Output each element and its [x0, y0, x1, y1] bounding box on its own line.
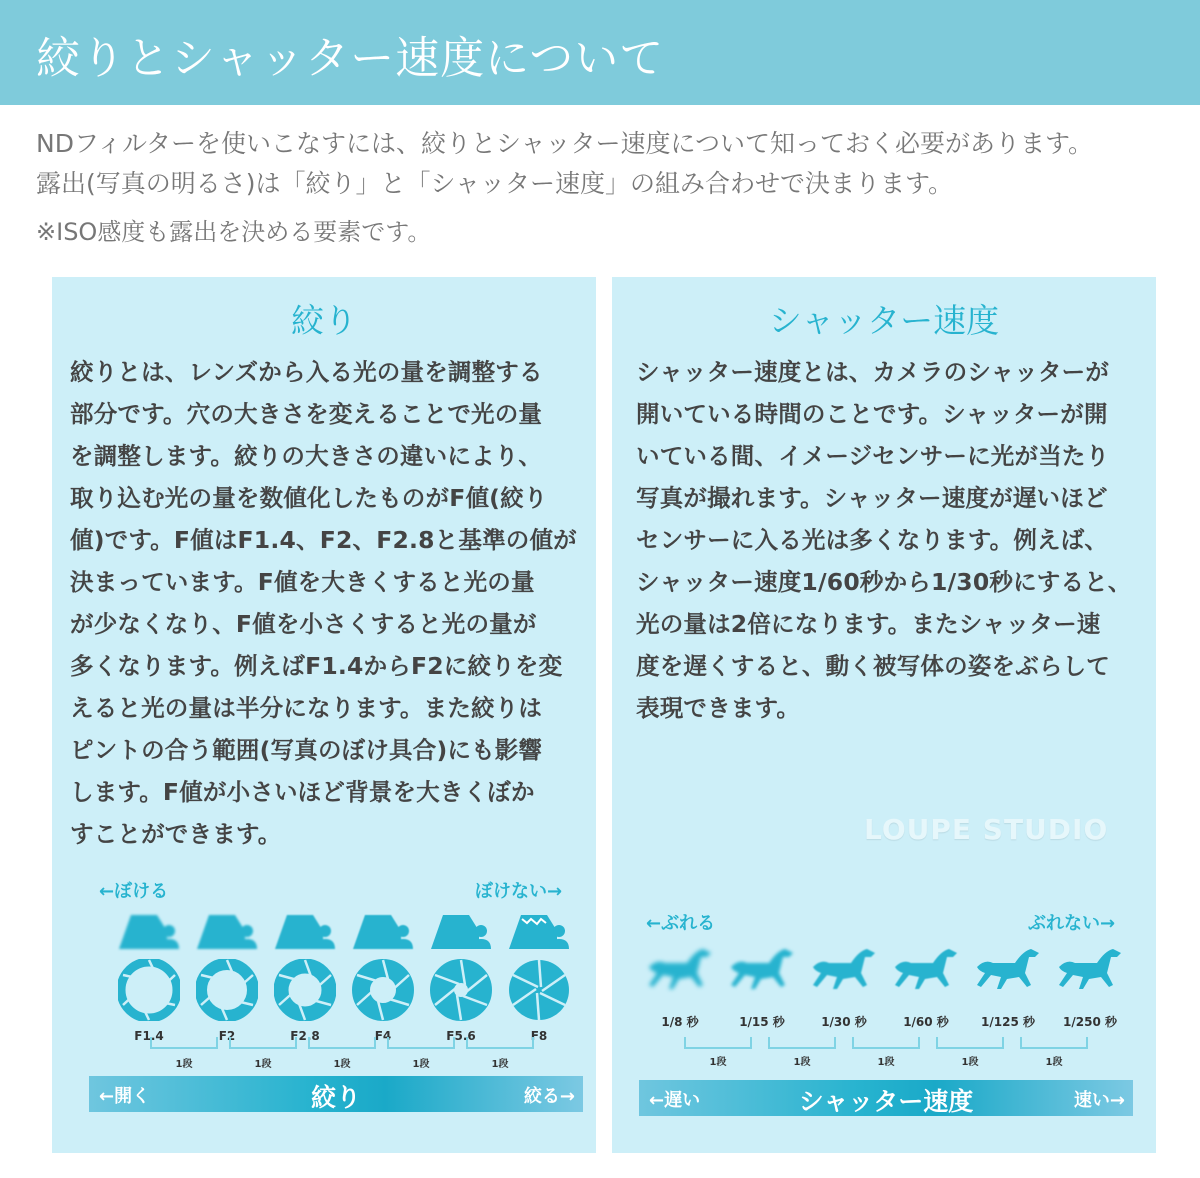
body-line: 開いている時間のことです。シャッターが開 — [636, 400, 1108, 428]
body-line: センサーに入る光は多くなります。例えば、 — [636, 526, 1109, 554]
step-label: 1段 — [1045, 1057, 1063, 1068]
aperture-stop — [504, 907, 574, 1043]
body-line: ピントの合う範囲(写真のぼけ具合)にも影響 — [70, 736, 543, 764]
horse-icon — [889, 945, 963, 995]
aperture-stop — [114, 907, 184, 1043]
scale-right-label: 絞る→ — [523, 1086, 575, 1107]
aperture-icon — [430, 959, 492, 1021]
speed-label: 1/60 秒 — [903, 1015, 949, 1029]
bokeh-right-label: ぼけない→ — [475, 881, 563, 902]
body-line: えると光の量は半分になります。また絞りは — [70, 694, 543, 722]
aperture-title: 絞り — [291, 301, 357, 340]
aperture-stop — [348, 907, 418, 1043]
horse-icon — [725, 945, 799, 995]
body-line: 決まっています。F値を大きくすると光の量 — [70, 568, 535, 596]
mountain-person-icon — [117, 907, 181, 951]
body-line: を調整します。絞りの大きさの違いにより、 — [70, 442, 543, 470]
mountain-person-icon — [429, 907, 493, 951]
aperture-icon — [118, 959, 180, 1021]
step-bracket — [768, 1037, 836, 1049]
shutter-speed-item — [886, 945, 966, 1030]
aperture-icon — [352, 959, 414, 1021]
scale-center-label: 絞り — [310, 1083, 361, 1112]
intro-note: ※ISO感度も露出を決める要素です。 — [36, 218, 432, 246]
mountain-person-icon — [273, 907, 337, 951]
step-label: 1段 — [709, 1057, 727, 1068]
step-bracket — [684, 1037, 752, 1049]
body-line: が少なくなり、F値を小さくすると光の量が — [70, 610, 537, 638]
mountain-person-icon — [195, 907, 259, 951]
intro-line: NDフィルターを使いこなすには、絞りとシャッター速度について知っておく必要があります。 — [36, 129, 1093, 158]
mountain-person-icon — [507, 907, 571, 951]
aperture-icon — [508, 959, 570, 1021]
step-label: 1段 — [793, 1057, 811, 1068]
horse-icon — [1053, 945, 1127, 995]
speed-label: 1/125 秒 — [981, 1015, 1035, 1029]
scale-center-label: シャッター速度 — [798, 1087, 974, 1116]
shutter-speed-item — [804, 945, 884, 1030]
body-line: します。F値が小さいほど背景を大きくぼか — [70, 778, 535, 806]
aperture-panel — [52, 277, 596, 1153]
bokeh-left-label: ←ぼける — [99, 881, 169, 902]
aperture-stop — [270, 907, 340, 1043]
scale-right-label: 速い→ — [1073, 1090, 1125, 1111]
body-line: 度を遅くすると、動く被写体の姿をぶらして — [636, 652, 1110, 680]
shutter-speed-item — [640, 945, 720, 1030]
step-bracket — [936, 1037, 1004, 1049]
body-line: 表現できます。 — [636, 694, 801, 722]
step-label: 1段 — [412, 1059, 430, 1070]
body-line: いている間、イメージセンサーに光が当たり — [636, 442, 1110, 470]
step-label: 1段 — [175, 1059, 193, 1070]
speed-label: 1/8 秒 — [661, 1015, 699, 1029]
body-line: 値)です。F値はF1.4、F2、F2.8と基準の値が — [70, 526, 577, 554]
loupe-studio-watermark: LOUPE STUDIO — [864, 813, 1109, 846]
shutter-speed-item — [722, 945, 802, 1030]
step-label: 1段 — [961, 1057, 979, 1068]
aperture-stop — [426, 907, 496, 1043]
body-line: シャッター速度とは、カメラのシャッターが — [636, 358, 1110, 386]
stop-label: F4 — [374, 1029, 392, 1043]
header-bar — [0, 0, 1200, 105]
step-label: 1段 — [877, 1057, 895, 1068]
body-line: 光の量は2倍になります。またシャッター速 — [636, 610, 1101, 638]
page-title: 絞りとシャッター速度について — [36, 33, 665, 84]
aperture-body — [70, 351, 590, 855]
horse-icon — [643, 945, 717, 995]
horse-icon — [971, 945, 1045, 995]
blur-left-label: ←ぶれる — [646, 913, 716, 934]
shutter-panel — [612, 277, 1156, 1153]
scale-left-label: ←遅い — [649, 1090, 701, 1111]
step-label: 1段 — [254, 1059, 272, 1070]
body-line: 写真が撮れます。シャッター速度が遅いほど — [636, 484, 1108, 512]
intro-text — [36, 124, 1200, 252]
blur-right-label: ぶれない→ — [1028, 913, 1116, 934]
aperture-icon — [274, 959, 336, 1021]
intro-line: 露出(写真の明るさ)は「絞り」と「シャッター速度」の組み合わせで決まります。 — [36, 169, 954, 198]
aperture-icon — [196, 959, 258, 1021]
step-bracket — [150, 1037, 218, 1049]
speed-label: 1/30 秒 — [821, 1015, 867, 1029]
body-line: 多くなります。例えばF1.4からF2に絞りを変 — [70, 652, 563, 680]
body-line: 部分です。穴の大きさを変えることで光の量 — [70, 400, 543, 428]
stop-label: F1.4 — [134, 1029, 164, 1043]
stop-label: F5.6 — [446, 1029, 476, 1043]
body-line: シャッター速度1/60秒から1/30秒にすると、 — [636, 568, 1132, 596]
mountain-person-icon — [351, 907, 415, 951]
step-label: 1段 — [491, 1059, 509, 1070]
shutter-speed-item — [1050, 945, 1130, 1030]
step-bracket — [387, 1037, 455, 1049]
horse-icon — [807, 945, 881, 995]
step-bracket — [1020, 1037, 1088, 1049]
aperture-stop — [192, 907, 262, 1043]
step-bracket — [852, 1037, 920, 1049]
speed-label: 1/250 秒 — [1063, 1015, 1117, 1029]
stop-label: F2 — [218, 1029, 236, 1043]
shutter-speed-item — [968, 945, 1048, 1030]
scale-left-label: ←開く — [99, 1086, 151, 1107]
step-bracket — [466, 1037, 534, 1049]
step-bracket — [308, 1037, 376, 1049]
step-bracket — [229, 1037, 297, 1049]
shutter-title: シャッター速度 — [768, 301, 1000, 340]
speed-label: 1/15 秒 — [739, 1015, 785, 1029]
shutter-scale-bar — [639, 1080, 1133, 1116]
aperture-scale-bar — [89, 1076, 583, 1112]
body-line: 絞りとは、レンズから入る光の量を調整する — [70, 358, 543, 386]
shutter-body — [636, 351, 1156, 729]
stop-label: F2.8 — [290, 1029, 320, 1043]
body-line: すことができます。 — [70, 820, 282, 848]
body-line: 取り込む光の量を数値化したものがF値(絞り — [70, 484, 548, 512]
step-label: 1段 — [333, 1059, 351, 1070]
stop-label: F8 — [530, 1029, 548, 1043]
